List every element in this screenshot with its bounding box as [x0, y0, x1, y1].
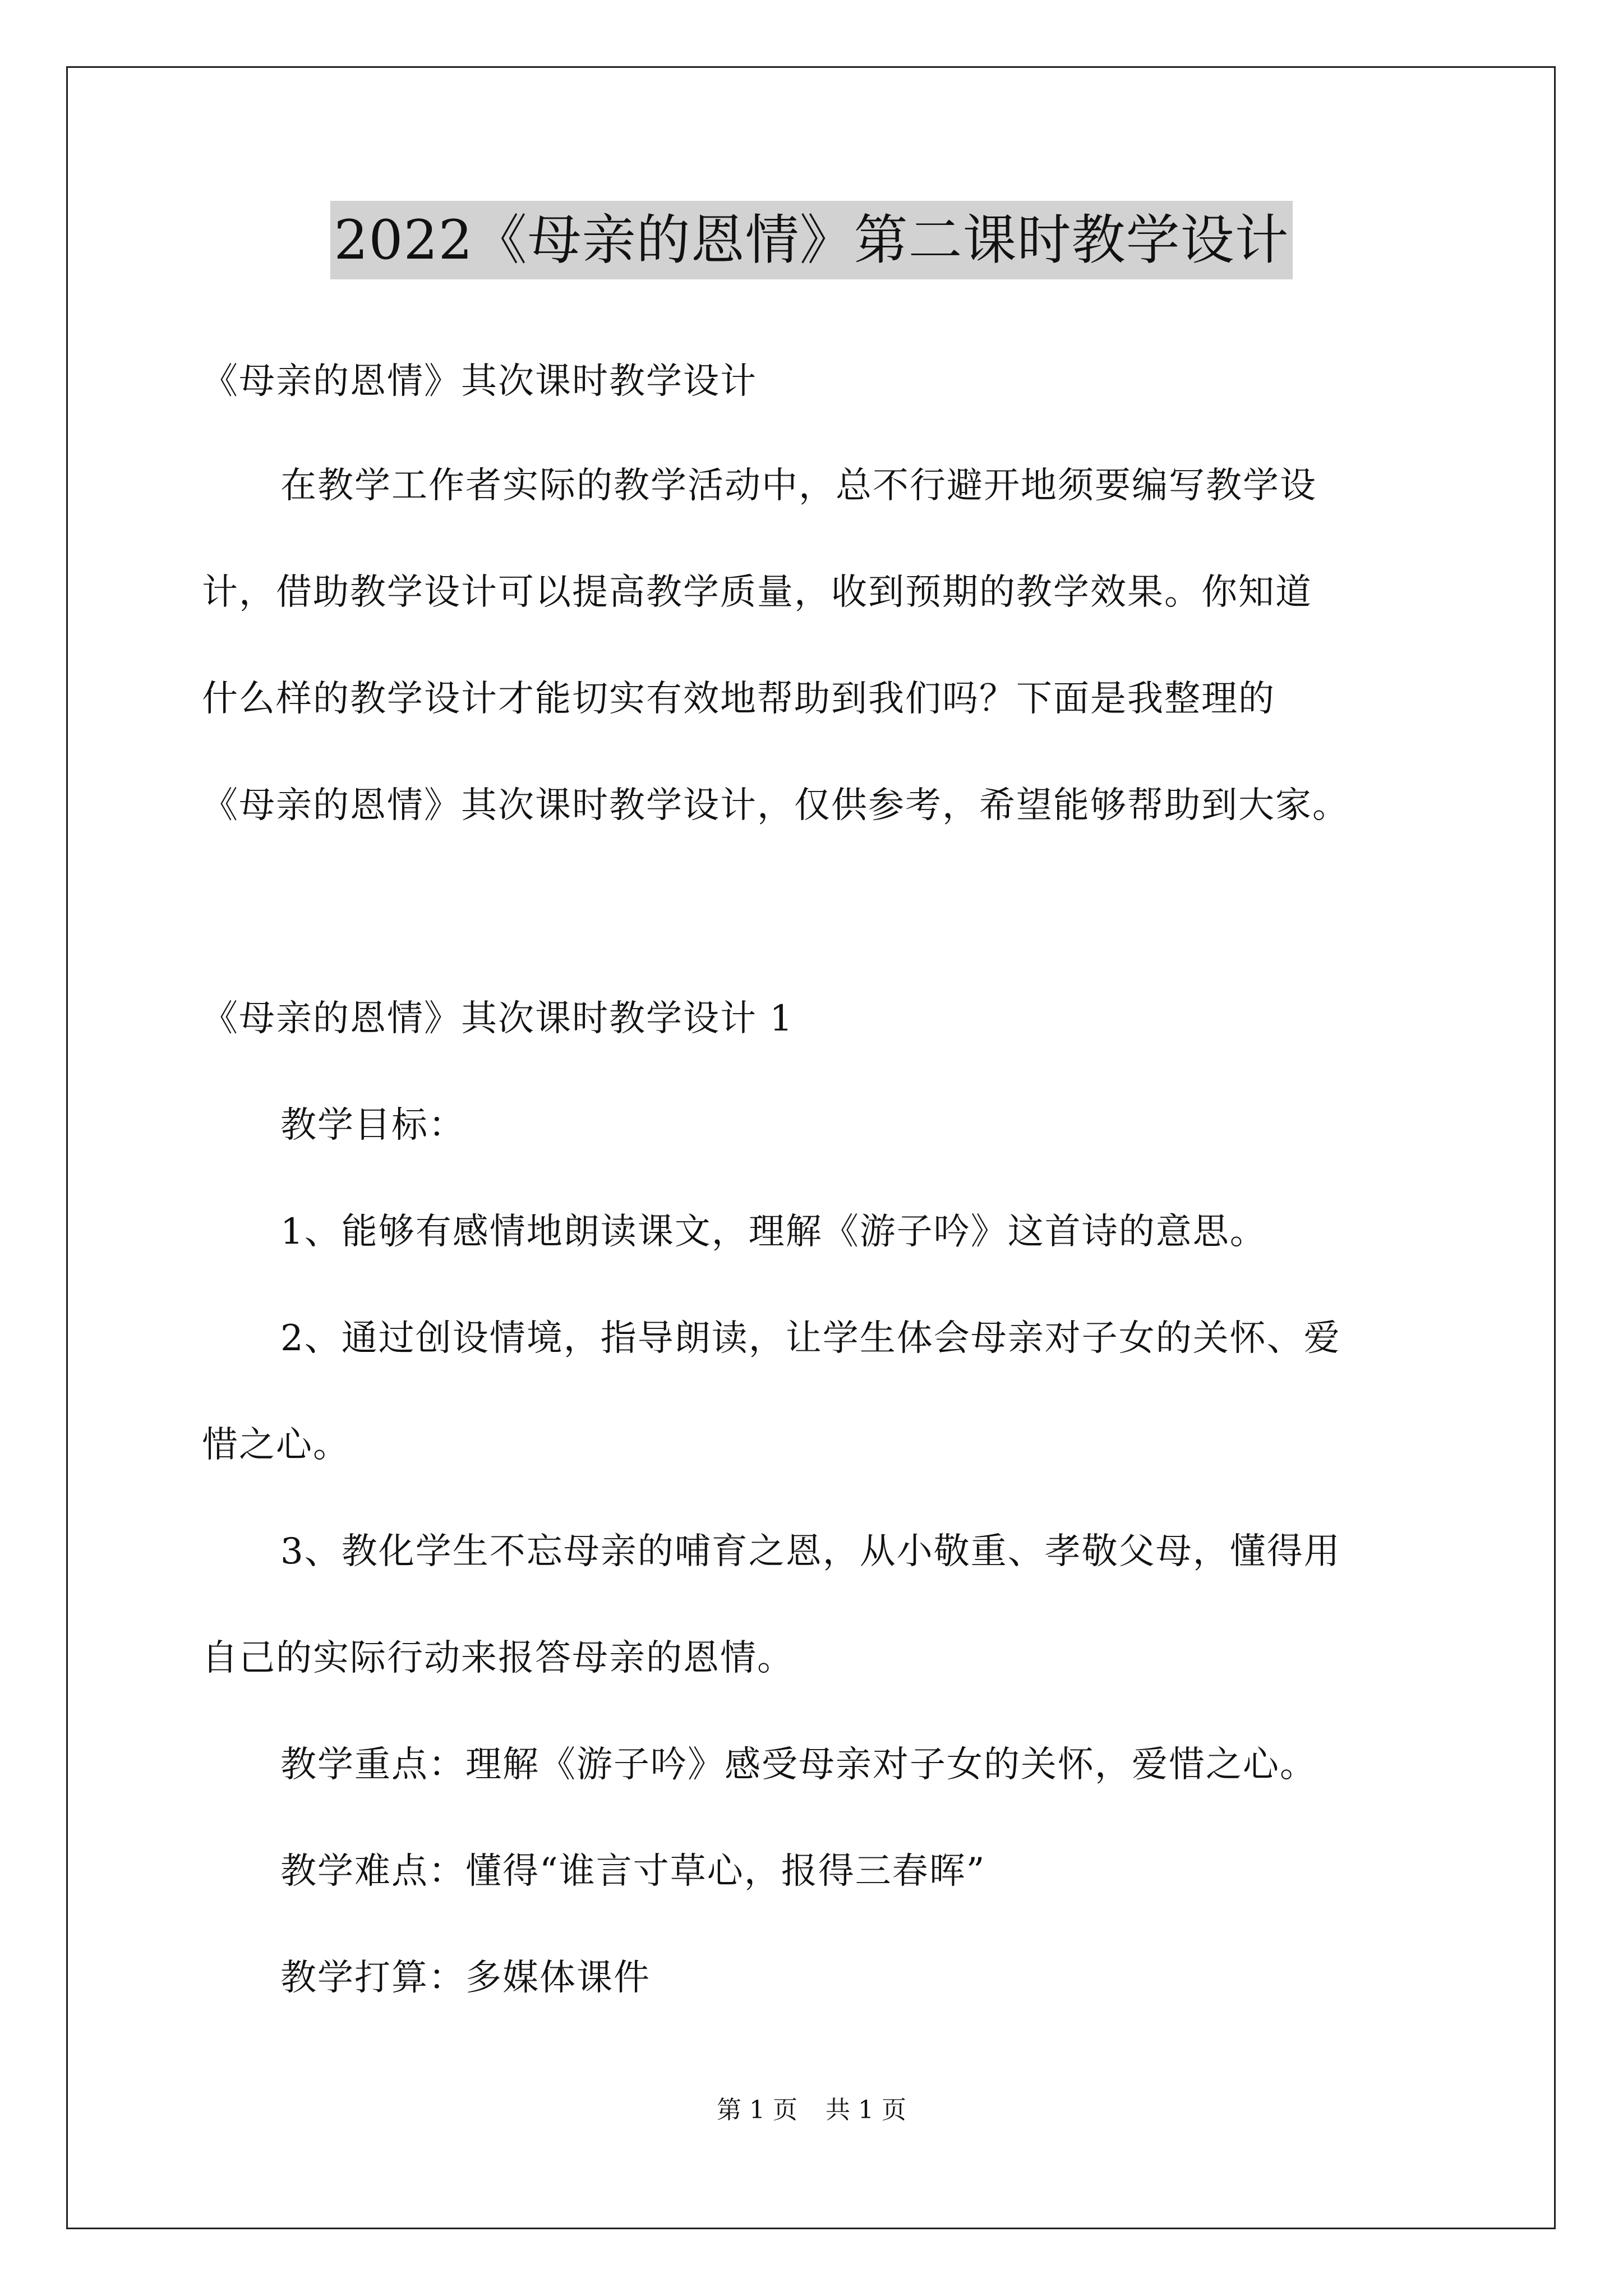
page-footer — [0, 2093, 1623, 2127]
subtitle-line: 《母亲的恩情》其次课时教学设计 — [202, 361, 757, 402]
paragraph-line: 计，借助教学设计可以提高教学质量，收到预期的教学效果。你知道 — [202, 572, 1312, 613]
page-total: 共 1 页 — [826, 2096, 906, 2124]
paragraph-line: 教学目标： — [280, 1105, 465, 1146]
paragraph-line: 3、教化学生不忘母亲的哺育之恩，从小敬重、孝敬父母，懂得用 — [280, 1531, 1341, 1572]
section-heading: 《母亲的恩情》其次课时教学设计 1 — [202, 998, 794, 1039]
document-title: 2022《母亲的恩情》第二课时教学设计 — [330, 201, 1292, 279]
title-container — [0, 201, 1623, 279]
paragraph-line: 教学重点：理解《游子吟》感受母亲对子女的关怀，爱惜之心。 — [280, 1744, 1317, 1786]
paragraph-line: 惜之心。 — [202, 1424, 350, 1466]
paragraph-line: 2、通过创设情境，指导朗读，让学生体会母亲对子女的关怀、爱 — [280, 1318, 1341, 1359]
paragraph-line: 在教学工作者实际的教学活动中，总不行避开地须要编写教学设 — [280, 465, 1317, 507]
paragraph-line: 1、能够有感情地朗读课文，理解《游子吟》这首诗的意思。 — [280, 1211, 1267, 1253]
paragraph-line: 什么样的教学设计才能切实有效地帮助到我们吗？下面是我整理的 — [202, 678, 1275, 720]
paragraph-line: 自己的实际行动来报答母亲的恩情。 — [202, 1637, 794, 1679]
paragraph-line: 教学打算：多媒体课件 — [280, 1957, 651, 1999]
paragraph-line: 教学难点：懂得“谁言寸草心，报得三春晖” — [280, 1851, 986, 1892]
page-number: 第 1 页 — [717, 2096, 797, 2124]
paragraph-line: 《母亲的恩情》其次课时教学设计，仅供参考，希望能够帮助到大家。 — [202, 785, 1349, 826]
